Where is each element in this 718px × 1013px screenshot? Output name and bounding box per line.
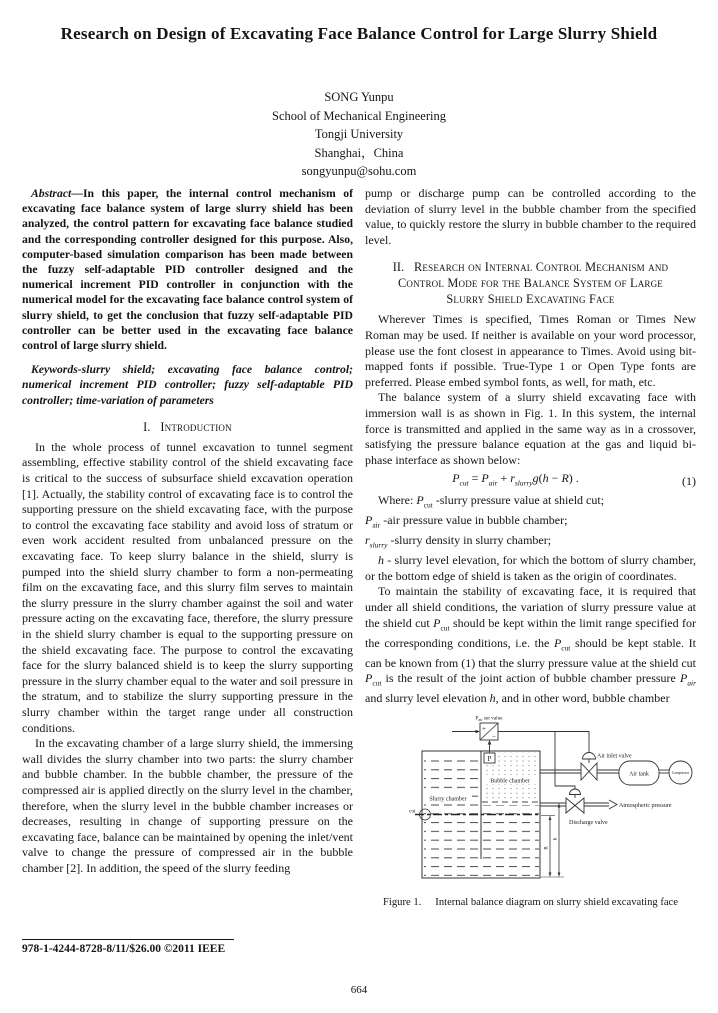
section-title: Research on Internal Control Mechanism and Control Mode for the Balance System of Large Slurry Shield Excavating Face	[397, 260, 669, 307]
air-inlet-valve-icon	[581, 763, 597, 780]
where-line-pair: $P_{air}$ -air pressure value in bubble chamber;	[365, 513, 568, 530]
section-heading-introduction	[36, 419, 339, 435]
discharge-valve-label: Discharge valve	[569, 819, 608, 826]
footer-rule	[22, 939, 234, 940]
atmosphere-arrow-icon	[609, 800, 617, 809]
continuation-paragraph: pump or discharge pump can be controlled according to the deviation of slurry level in the bubble chamber from the specified value, to quickly restore the slurry in bubble chamber to the required level.	[365, 186, 696, 247]
left-column	[22, 186, 353, 942]
page-number: 664	[350, 984, 368, 996]
control-line-discharge	[555, 731, 575, 791]
cut-label: cut	[409, 808, 416, 815]
bubble-liquid-hatch	[482, 805, 539, 876]
discharge-valve-icon	[566, 798, 584, 813]
air-tank-label: Air tank	[629, 771, 649, 778]
author-email: songyunpu@sohu.com	[301, 164, 417, 178]
equation-number: (1)	[682, 473, 696, 488]
abstract-paragraph	[22, 186, 353, 353]
equation-row	[365, 471, 696, 491]
figure-caption	[365, 896, 696, 909]
where-line-rslurry: $r_{slurry}$ -slurry density in slurry chamber;	[365, 533, 552, 550]
section-heading-research	[379, 259, 682, 307]
section-number: II.	[392, 260, 405, 275]
control-line-air-inlet	[498, 731, 589, 753]
where-line-h: h - slurry level elevation, for which the bottom of slurry chamber, or the bottom edge of shield is taken as the origin of coordinates.	[365, 553, 696, 583]
right-column	[365, 186, 696, 909]
air-inlet-valve-label: Air inlet valve	[597, 753, 632, 760]
bubble-chamber-label: Bubble chamber	[490, 778, 530, 785]
paper-title: Research on Design of Excavating Face Balance Control for Large Slurry Shield	[60, 24, 658, 43]
sensor-arrowhead-icon	[488, 740, 492, 745]
setpoint-arrowhead-icon	[476, 730, 481, 733]
section-number: I.	[143, 419, 151, 434]
figure-1	[365, 713, 696, 910]
footer-copyright: 978-1-4244-8728-8/11/$26.00 ©2011 IEEE	[22, 943, 226, 955]
keywords-paragraph: Keywords-slurry shield; excavating face balance control; numerical increment PID controller; fuzzy self-adaptable PID controller; time-variation of parameters	[22, 363, 353, 407]
comparator-minus-sign: −	[492, 732, 496, 741]
compressor-label: Compressor	[671, 770, 690, 775]
fonts-paragraph: Wherever Times is specified, Times Roman or Times New Roman may be used. If neither is available on your word processor, please use the font closest in appearance to Times. Avoid using bit-mapped fonts if possible. True-Type 1 or Open Type fonts are preferred. Please embed symbol fonts, as well, for math, etc.	[365, 312, 696, 389]
discharge-actuator-icon	[570, 789, 581, 795]
pair-set-value-label: $P_{air}$ set value	[475, 715, 503, 722]
dimension-h-label: h	[552, 837, 559, 841]
author-location: Shanghai，China	[314, 145, 404, 160]
pressure-sensor-label: P	[487, 754, 492, 763]
author-affiliation: School of Mechanical Engineering	[272, 108, 446, 123]
author-name: SONG Yunpu	[324, 90, 394, 104]
figure-1-diagram	[365, 713, 696, 885]
intro-paragraph-2: In the excavating chamber of a large slurry shield, the immersing wall divides the slurry chamber into two parts: the slurry chamber and bubble chamber. In the bubble chamber, the pressure of the compressed air is applied directly on the slurry level in the chamber, therefore, when the slurry level in the bubble chamber increases or decreases, resulting in change of supporting pressure on the excavating face, balance can be maintained by opening the inlet/vent valve to change the pressure of compressed air in the bubble chamber [2]. In addition, the speed of the slurry feeding	[22, 736, 353, 875]
stability-paragraph: To maintain the stability of excavating face, it is required that under all shield conditions, the variation of slurry pressure value at the shield cut $P_{cut}$ should be kept within the limit range specified for the corresponding conditions, i.e. the $P_{cut}$ should be kept stable. It can be known from (1) that the slurry pressure value at the shield cut $P_{cut}$ is the result of the joint action of bubble chamber pressure $P_{air}$ and slurry level elevation h, and in other word, bubble chamber	[365, 584, 696, 706]
abstract-label: Abstract	[31, 187, 72, 200]
comparator-plus-sign: +	[482, 724, 486, 733]
dimension-r-label: R	[543, 845, 550, 850]
abstract-text: —In this paper, the internal control mechanism of excavating face balance system of large slurry shield has been analyzed, the control pattern for excavating face balance studied and the corresponding controller designed for this purpose. Also, computer-based simulation comparison has been made between the fuzzy self-adaptable PID controller designed and the numerical increment PID controller in conjunction with the numerical model for the excavating face balance control system of slurry shield, to get the conclusion that fuzzy self-adaptable PID controller can be better used in the excavating face balance control of large slurry shield.	[22, 187, 353, 353]
figure-caption-label: Figure 1.	[383, 897, 422, 909]
where-line-pcut: Where: $P_{cut}$ -slurry pressure value at shield cut;	[378, 493, 605, 510]
slurry-chamber-label: Slurry chamber	[429, 796, 467, 803]
intro-paragraph-1: In the whole process of tunnel excavation to tunnel segment assembling, effective stability control of the shield excavating face is critical to the success of subsurface shield excavation operation [1]. Actually, the stability control of excavating face is to control the supporting pressure on the shield excavating face, with the purpose to control the excavating face stability and avoid loss of stratum or even work accident resulted from unbalanced pressure on the excavating face. To keep slurry balance in the shield, slurry is pumped into the shield slurry chamber to form a non-permeating film on the excavating face, and this slurry film serves to maintain the slurry pressure in the slurry chamber against the soil and water pressure acting on the excavating face, therefore, the slurry pressure in the shield slurry chamber is equal to the supporting pressure on the shield excavating face. The purpose to control the excavating face for the slurry balanced shield is to keep the slurry supporting pressure in the slurry chamber equal to the water and soil pressure in the stratum, and to stabilize the slurry supporting pressure in the slurry chamber within the target range under all construction conditions.	[22, 439, 353, 735]
air-inlet-actuator-icon	[583, 752, 596, 759]
author-block	[0, 88, 718, 181]
section-title: Introduction	[160, 419, 232, 434]
equation-1: $P_{cut} = P_{air} + r_{slurry}g(h - R)$ .	[452, 471, 579, 488]
footer	[22, 939, 352, 955]
figure-caption-text: Internal balance diagram on slurry shield excavating face	[435, 897, 678, 909]
balance-system-paragraph: The balance system of a slurry shield excavating face with immersion wall is as shown in Fig. 1. In this system, the internal force is transmitted and applied in the same way as in a crossover, satisfying the pressure balance equation at the gas and liquid bi-phase interface as shown below:	[365, 390, 696, 467]
atmospheric-pressure-label: Atmospheric pressure	[619, 802, 672, 809]
author-university: Tongji University	[314, 127, 404, 141]
